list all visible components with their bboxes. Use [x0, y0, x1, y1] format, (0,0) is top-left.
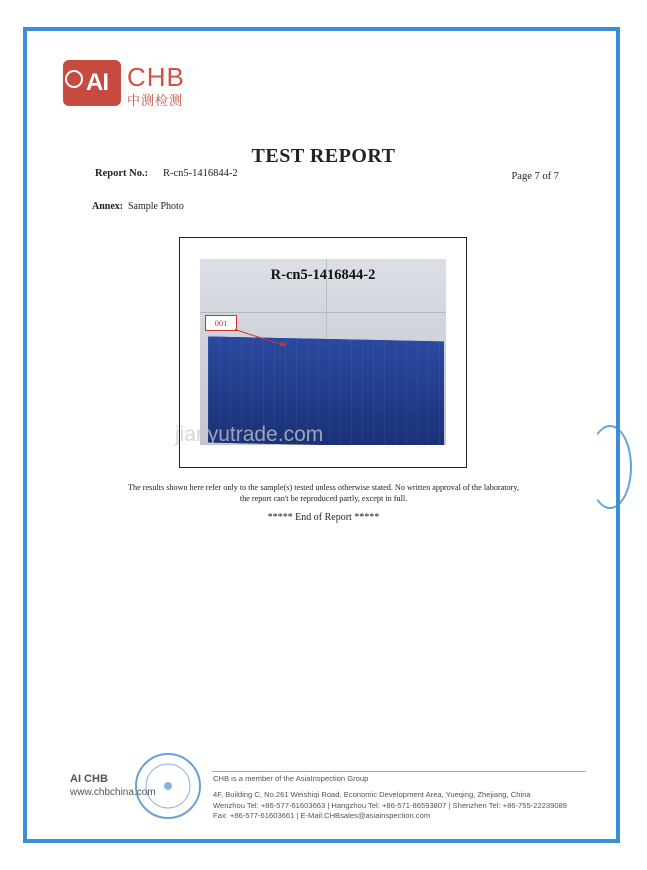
company-logo: [63, 60, 193, 110]
company-seal-icon: [133, 751, 203, 821]
footer-website: www.chbchina.com: [70, 787, 156, 798]
background-line: [200, 312, 446, 313]
footer-address-line: 4F, Building C, No.261 Weishiqi Road, Economic Development Area, Yueqing, Zhejiang, China: [213, 790, 531, 799]
end-of-report: ***** End of Report *****: [267, 512, 380, 523]
disclaimer-line-2: the report can't be reproduced partly, except in full.: [239, 494, 408, 503]
page-title: TEST REPORT: [251, 145, 396, 167]
logo-mark-text: AI: [86, 69, 108, 96]
footer-address: [213, 790, 567, 822]
annex-label: Annex:: [92, 201, 124, 212]
report-no-label: Report No.:: [95, 168, 149, 179]
footer-member-note: CHB is a member of the AsiaInspection Group: [213, 774, 369, 783]
watermark: jianyutrade.com: [175, 423, 324, 446]
disclaimer-line-1: The results shown here refer only to the sample(s) tested unless otherwise stated. No written approval of the laboratory,: [128, 483, 519, 492]
edge-seal-icon: [588, 425, 632, 509]
footer-fax-line: Fax: +86-577-61603661 | E-Mail:CHBsales@asiainspection.com: [213, 811, 431, 820]
sample-tag: 001: [205, 315, 237, 331]
logo-circle-icon: [65, 70, 83, 88]
photo-id-label: R-cn5-1416844-2: [270, 267, 376, 283]
report-no-value: R-cn5-1416844-2: [163, 168, 238, 179]
sample-photo: [200, 259, 446, 445]
footer-divider: [212, 771, 586, 772]
logo-mark: [63, 60, 121, 106]
page-number: Page 7 of 7: [511, 171, 559, 182]
logo-brand: CHB: [127, 62, 185, 92]
logo-brand-cn: 中测检测: [127, 94, 184, 109]
footer-phone-line: Wenzhou Tel: +86-577-61603663 | Hangzhou Tel: +86-571-86593807 | Shenzhen Tel: +86-755-22239089: [213, 800, 568, 810]
footer-brand: AI CHB: [70, 773, 108, 785]
annex-value: Sample Photo: [128, 201, 184, 212]
